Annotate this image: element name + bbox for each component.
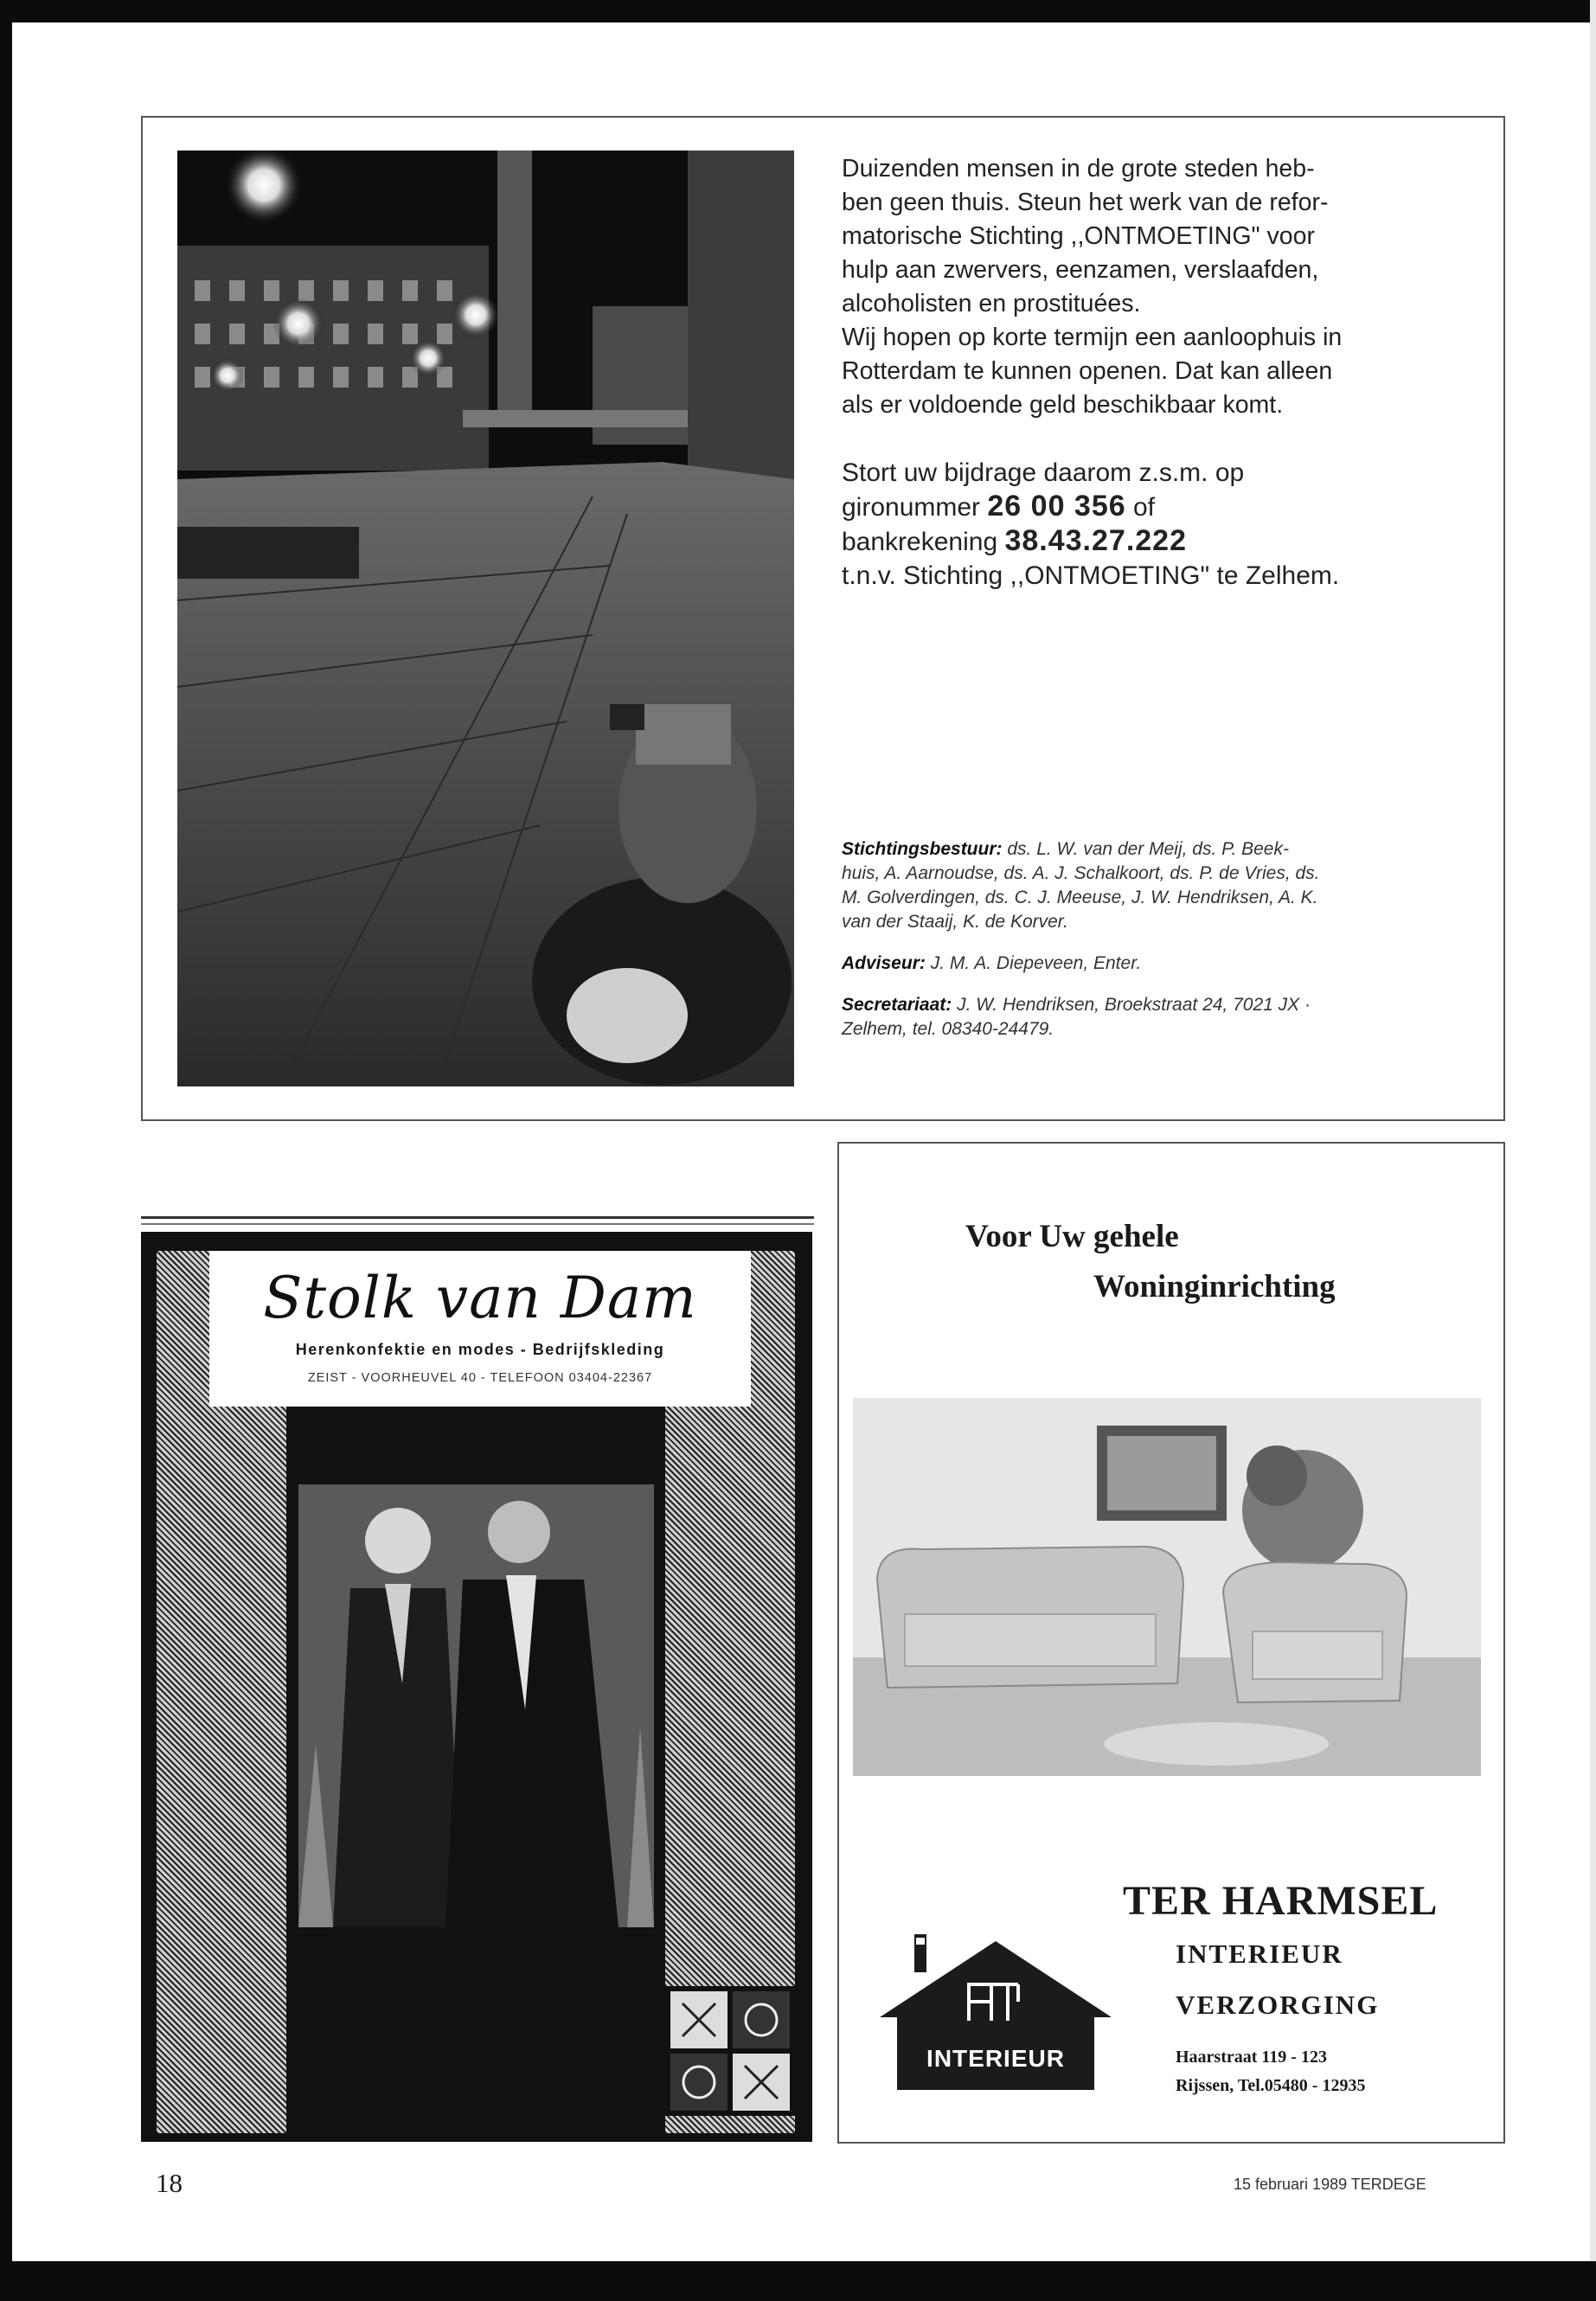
bestuur-label: Stichtingsbestuur: bbox=[842, 839, 1003, 859]
appeal-line: Rotterdam te kunnen openen. Dat kan alleen bbox=[842, 357, 1333, 385]
stolk-header bbox=[209, 1251, 751, 1407]
bank-prefix: bankrekening bbox=[842, 528, 1005, 556]
stolk-address: ZEIST - VOORHEUVEL 40 - TELEFOON 03404-22367 bbox=[307, 1371, 653, 1385]
giro-suffix: of bbox=[1125, 493, 1156, 522]
appeal-line: alcoholisten en prostituées. bbox=[842, 290, 1141, 317]
board-line bbox=[842, 837, 1465, 862]
donate-line: t.n.v. Stichting ,,ONTMOETING" te Zelhem. bbox=[842, 561, 1340, 590]
stolk-van-dam-ad bbox=[141, 1232, 812, 2142]
giro-line bbox=[842, 490, 1430, 524]
street-night-photo-image bbox=[177, 151, 794, 1086]
issue-date: 15 februari 1989 TERDEGE bbox=[1234, 2176, 1426, 2193]
appeal-text bbox=[842, 152, 1430, 422]
secretariaat-label: Secretariaat: bbox=[842, 995, 952, 1015]
harmsel-address-line: Rijssen, Tel.05480 - 12935 bbox=[1176, 2076, 1366, 2095]
adviseur-text: J. M. A. Diepeveen, Enter. bbox=[925, 953, 1142, 973]
harmsel-subtitle-2: VERZORGING bbox=[1176, 1990, 1380, 2020]
sofa-photo bbox=[853, 1398, 1481, 1776]
sofa-photo-image bbox=[853, 1398, 1481, 1776]
foundation-board bbox=[842, 837, 1465, 1059]
divider-rule bbox=[141, 1216, 814, 1219]
stolk-logo: Stolk van Dam bbox=[263, 1265, 697, 1331]
appeal-line: Wij hopen op korte termijn een aanloophuis in bbox=[842, 324, 1343, 351]
secretariaat bbox=[842, 993, 1465, 1042]
appeal-line: matorische Stichting ,,ONTMOETING" voor bbox=[842, 222, 1315, 250]
secretariaat-line bbox=[842, 993, 1465, 1017]
scan-border-left bbox=[0, 0, 12, 2301]
giro-number: 26 00 356 bbox=[987, 490, 1126, 522]
donate-line: Stort uw bijdrage daarom z.s.m. op bbox=[842, 458, 1245, 487]
harmsel-subtitle-1: INTERIEUR bbox=[1176, 1939, 1343, 1969]
bank-line bbox=[842, 524, 1430, 559]
stolk-tagline: Herenkonfektie en modes - Bedrijfskleding bbox=[295, 1341, 665, 1358]
divider-rule bbox=[141, 1223, 814, 1225]
secretariaat-text: J. W. Hendriksen, Broekstraat 24, 7021 JX · bbox=[952, 995, 1311, 1015]
scan-border-bottom bbox=[0, 2261, 1596, 2301]
board-line: van der Staaij, K. de Korver. bbox=[842, 912, 1068, 932]
two-men-suits-illustration bbox=[298, 1484, 654, 1927]
harmsel-name: TER HARMSEL bbox=[1123, 1878, 1439, 1924]
adviseur bbox=[842, 952, 1465, 976]
appeal-line: Duizenden mensen in de grote steden heb- bbox=[842, 155, 1315, 183]
suits-illustration-image bbox=[298, 1484, 654, 1927]
harmsel-address-line: Haarstraat 119 - 123 bbox=[1176, 2048, 1327, 2067]
appeal-line: als er voldoende geld beschikbaar komt. bbox=[842, 391, 1284, 419]
street-night-photo bbox=[177, 151, 794, 1086]
appeal-line: ben geen thuis. Steun het werk van de refor- bbox=[842, 189, 1329, 216]
adviseur-label: Adviseur: bbox=[842, 953, 926, 973]
board-line-text: ds. L. W. van der Meij, ds. P. Beek- bbox=[1002, 839, 1289, 859]
board-line: huis, A. Aarnoudse, ds. A. J. Schalkoort, ds. P. de Vries, ds. bbox=[842, 863, 1320, 883]
scan-border-top bbox=[0, 0, 1596, 22]
bank-number: 38.43.27.222 bbox=[1004, 524, 1187, 557]
harmsel-heading-2: Woninginrichting bbox=[1093, 1269, 1336, 1304]
harmsel-heading-1: Voor Uw gehele bbox=[965, 1219, 1179, 1254]
secretariaat-line: Zelhem, tel. 08340-24479. bbox=[842, 1019, 1054, 1039]
board-members bbox=[842, 837, 1465, 934]
appeal-line: hulp aan zwervers, eenzamen, verslaafden, bbox=[842, 256, 1319, 284]
page-number: 18 bbox=[156, 2168, 183, 2198]
donation-instructions bbox=[842, 456, 1430, 593]
house-logo-label: INTERIEUR bbox=[926, 2045, 1065, 2072]
giro-prefix: gironummer bbox=[842, 493, 988, 522]
scan-border-right bbox=[1590, 0, 1596, 2301]
coat-of-arms-icon bbox=[665, 1986, 795, 2116]
board-line: M. Golverdingen, ds. C. J. Meeuse, J. W. Hendriksen, A. K. bbox=[842, 888, 1318, 907]
